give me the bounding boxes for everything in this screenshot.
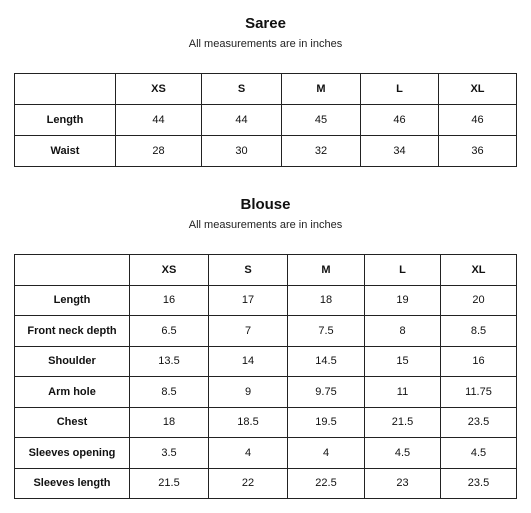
table-cell: 19.5 [288, 407, 365, 438]
table-cell: 22 [209, 468, 288, 499]
table-cell: 21.5 [130, 468, 209, 499]
table-cell: 34 [361, 136, 439, 167]
table-cell: 19 [365, 285, 441, 316]
table-row [15, 407, 517, 438]
table-cell: 8.5 [130, 377, 209, 408]
table-row [15, 377, 517, 408]
blouse-size-table [14, 254, 517, 499]
row-label: Waist [15, 136, 116, 167]
table-row [15, 346, 517, 377]
table-row [15, 105, 517, 136]
table-cell: 16 [441, 346, 517, 377]
row-label: Front neck depth [15, 316, 130, 347]
table-cell: 44 [202, 105, 282, 136]
column-header: XS [116, 74, 202, 105]
table-cell: 23 [365, 468, 441, 499]
table-cell: 7 [209, 316, 288, 347]
table-cell: 8 [365, 316, 441, 347]
table-cell: 11.75 [441, 377, 517, 408]
row-label: Length [15, 105, 116, 136]
table-cell: 16 [130, 285, 209, 316]
table-row [15, 285, 517, 316]
table-cell: 13.5 [130, 346, 209, 377]
table-cell: 8.5 [441, 316, 517, 347]
row-label: Length [15, 285, 130, 316]
table-cell: 45 [282, 105, 361, 136]
row-label: Sleeves opening [15, 438, 130, 469]
table-cell: 4.5 [441, 438, 517, 469]
table-header-row [15, 74, 517, 105]
column-header: M [282, 74, 361, 105]
table-row [15, 136, 517, 167]
table-cell: 4.5 [365, 438, 441, 469]
table-cell: 4 [209, 438, 288, 469]
column-header: XS [130, 255, 209, 286]
row-label: Arm hole [15, 377, 130, 408]
blouse-title: Blouse [240, 196, 291, 213]
column-header: S [209, 255, 288, 286]
table-cell: 23.5 [441, 407, 517, 438]
table-cell: 17 [209, 285, 288, 316]
table-cell: 4 [288, 438, 365, 469]
table-cell: 18.5 [209, 407, 288, 438]
table-cell: 46 [439, 105, 517, 136]
table-cell: 20 [441, 285, 517, 316]
table-cell: 32 [282, 136, 361, 167]
table-cell: 11 [365, 377, 441, 408]
table-cell: 46 [361, 105, 439, 136]
table-cell: 6.5 [130, 316, 209, 347]
table-cell: 44 [116, 105, 202, 136]
table-cell: 9.75 [288, 377, 365, 408]
row-label: Sleeves length [15, 468, 130, 499]
table-cell: 30 [202, 136, 282, 167]
table-cell: 21.5 [365, 407, 441, 438]
column-header: L [361, 74, 439, 105]
table-row [15, 438, 517, 469]
row-label: Shoulder [15, 346, 130, 377]
blouse-subtitle: All measurements are in inches [188, 219, 343, 231]
table-cell: 14 [209, 346, 288, 377]
column-header: S [202, 74, 282, 105]
saree-size-table [14, 73, 517, 167]
table-header-row [15, 255, 517, 286]
column-header [15, 255, 130, 286]
row-label: Chest [15, 407, 130, 438]
table-row [15, 468, 517, 499]
table-cell: 3.5 [130, 438, 209, 469]
table-cell: 28 [116, 136, 202, 167]
table-cell: 23.5 [441, 468, 517, 499]
column-header: M [288, 255, 365, 286]
table-cell: 22.5 [288, 468, 365, 499]
table-cell: 7.5 [288, 316, 365, 347]
saree-subtitle: All measurements are in inches [188, 38, 343, 50]
table-cell: 14.5 [288, 346, 365, 377]
saree-title: Saree [245, 15, 286, 32]
table-cell: 18 [288, 285, 365, 316]
table-cell: 18 [130, 407, 209, 438]
column-header: XL [441, 255, 517, 286]
column-header: L [365, 255, 441, 286]
column-header: XL [439, 74, 517, 105]
column-header [15, 74, 116, 105]
table-cell: 9 [209, 377, 288, 408]
table-cell: 36 [439, 136, 517, 167]
table-row [15, 316, 517, 347]
table-cell: 15 [365, 346, 441, 377]
